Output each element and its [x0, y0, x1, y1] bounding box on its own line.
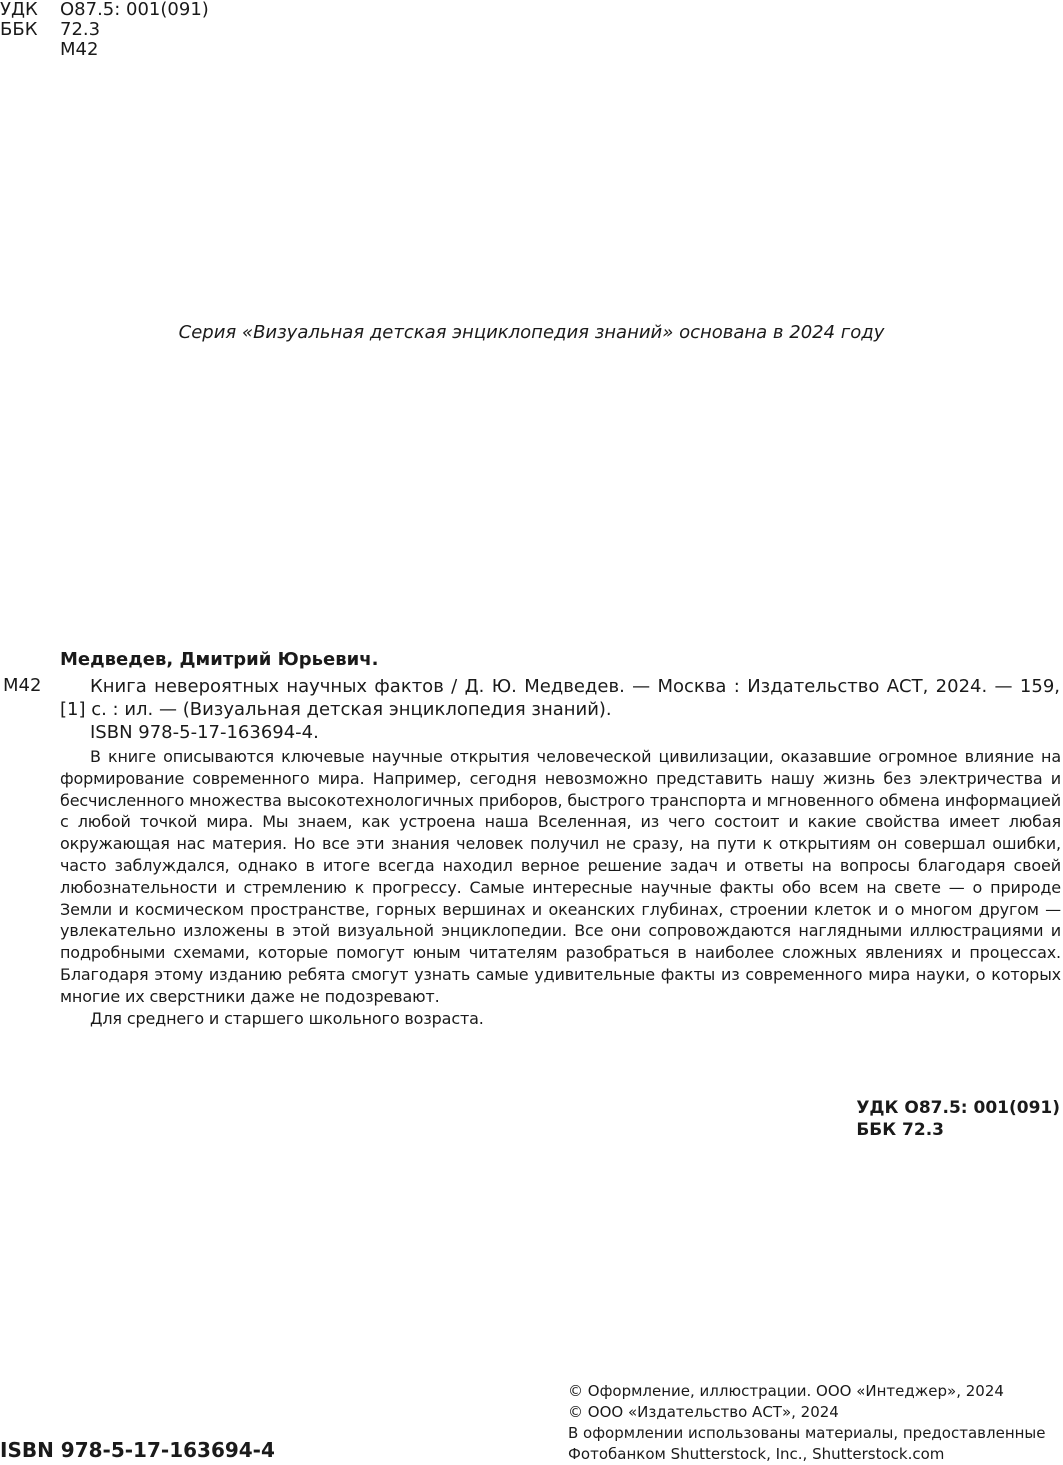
- author-code-margin: М42: [3, 675, 42, 696]
- bib-isbn-line: ISBN 978-5-17-163694-4.: [90, 722, 319, 743]
- author-sign-value: М42: [60, 39, 99, 60]
- classification-bottom: [856, 1097, 1060, 1141]
- series-note: Серия «Визуальная детская энциклопедия знаний» основана в 2024 году: [178, 322, 885, 343]
- annotation-block: [60, 746, 1061, 1029]
- udk-bottom: УДК О87.5: 001(091): [856, 1098, 1060, 1118]
- author-sign-header-row: [0, 40, 98, 60]
- credits-line-2: Фотобанком Shutterstock, Inc., Shutterstock.com: [568, 1445, 945, 1463]
- udk-value: О87.5: 001(091): [60, 0, 209, 20]
- copyright-line-2: © ООО «Издательство АСТ», 2024: [568, 1403, 839, 1421]
- bbk-value: 72.3: [60, 19, 101, 40]
- copyright-line-1: © Оформление, иллюстрации. ООО «Интеджер», 2024: [568, 1382, 1004, 1400]
- author-heading: Медведев, Дмитрий Юрьевич.: [60, 649, 379, 670]
- bib-description-text: Книга невероятных научных фактов / Д. Ю. Медведев. — Москва : Издательство АСТ, 2024. — 159, [1] с. : ил. — (Визуальная детская энциклопедия знаний).: [60, 676, 1060, 720]
- udk-label: УДК: [0, 0, 38, 20]
- credits-line-1: В оформлении использованы материалы, предоставленные: [568, 1424, 1046, 1442]
- bbk-header-row: [0, 20, 100, 40]
- bibliographic-description: [60, 675, 1060, 744]
- annotation-text: В книге описываются ключевые научные открытия человеческой цивилизации, оказавшие огромное влияние на формирование современного мира. Например, сегодня невозможно представить нашу жизнь без электричества и бесчисленного множества высокотехнологичных приборов, быстрого транспорта и мгновенного обмена информацией с любой точкой мира. Мы знаем, как устроена наша Вселенная, из чего состоит и какие свойства имеет любая окружающая нас материя. Но все эти знания человек получил не сразу, на пути к открытиям он совершал ошибки, часто заблуждался, однако в итоге всегда находил верное решение задач и ответы на вопросы благодаря своей любознательности и стремлению к прогрессу. Самые интересные научные факты обо всем на свете — о природе Земли и космическом пространстве, горных вершинах и океанских глубинах, строении клеток и о многом другом — увлекательно изложены в этой визуальной энциклопедии. Все они сопровождаются наглядными иллюстрациями и подробными схемами, которые помогут юным читателям разобраться в наиболее сложных явлениях и процессах. Благодаря этому изданию ребята смогут узнать самые удивительные факты из современного мира науки, о которых многие их сверстники даже не подозревают.: [60, 747, 1061, 1006]
- bbk-label: ББК: [0, 19, 38, 40]
- bbk-bottom: ББК 72.3: [856, 1120, 944, 1140]
- copyright-block: [568, 1381, 1061, 1465]
- isbn-bottom: ISBN 978-5-17-163694-4: [0, 1438, 275, 1462]
- udk-header-row: [0, 0, 209, 20]
- audience-note: Для среднего и старшего школьного возраста.: [90, 1008, 484, 1028]
